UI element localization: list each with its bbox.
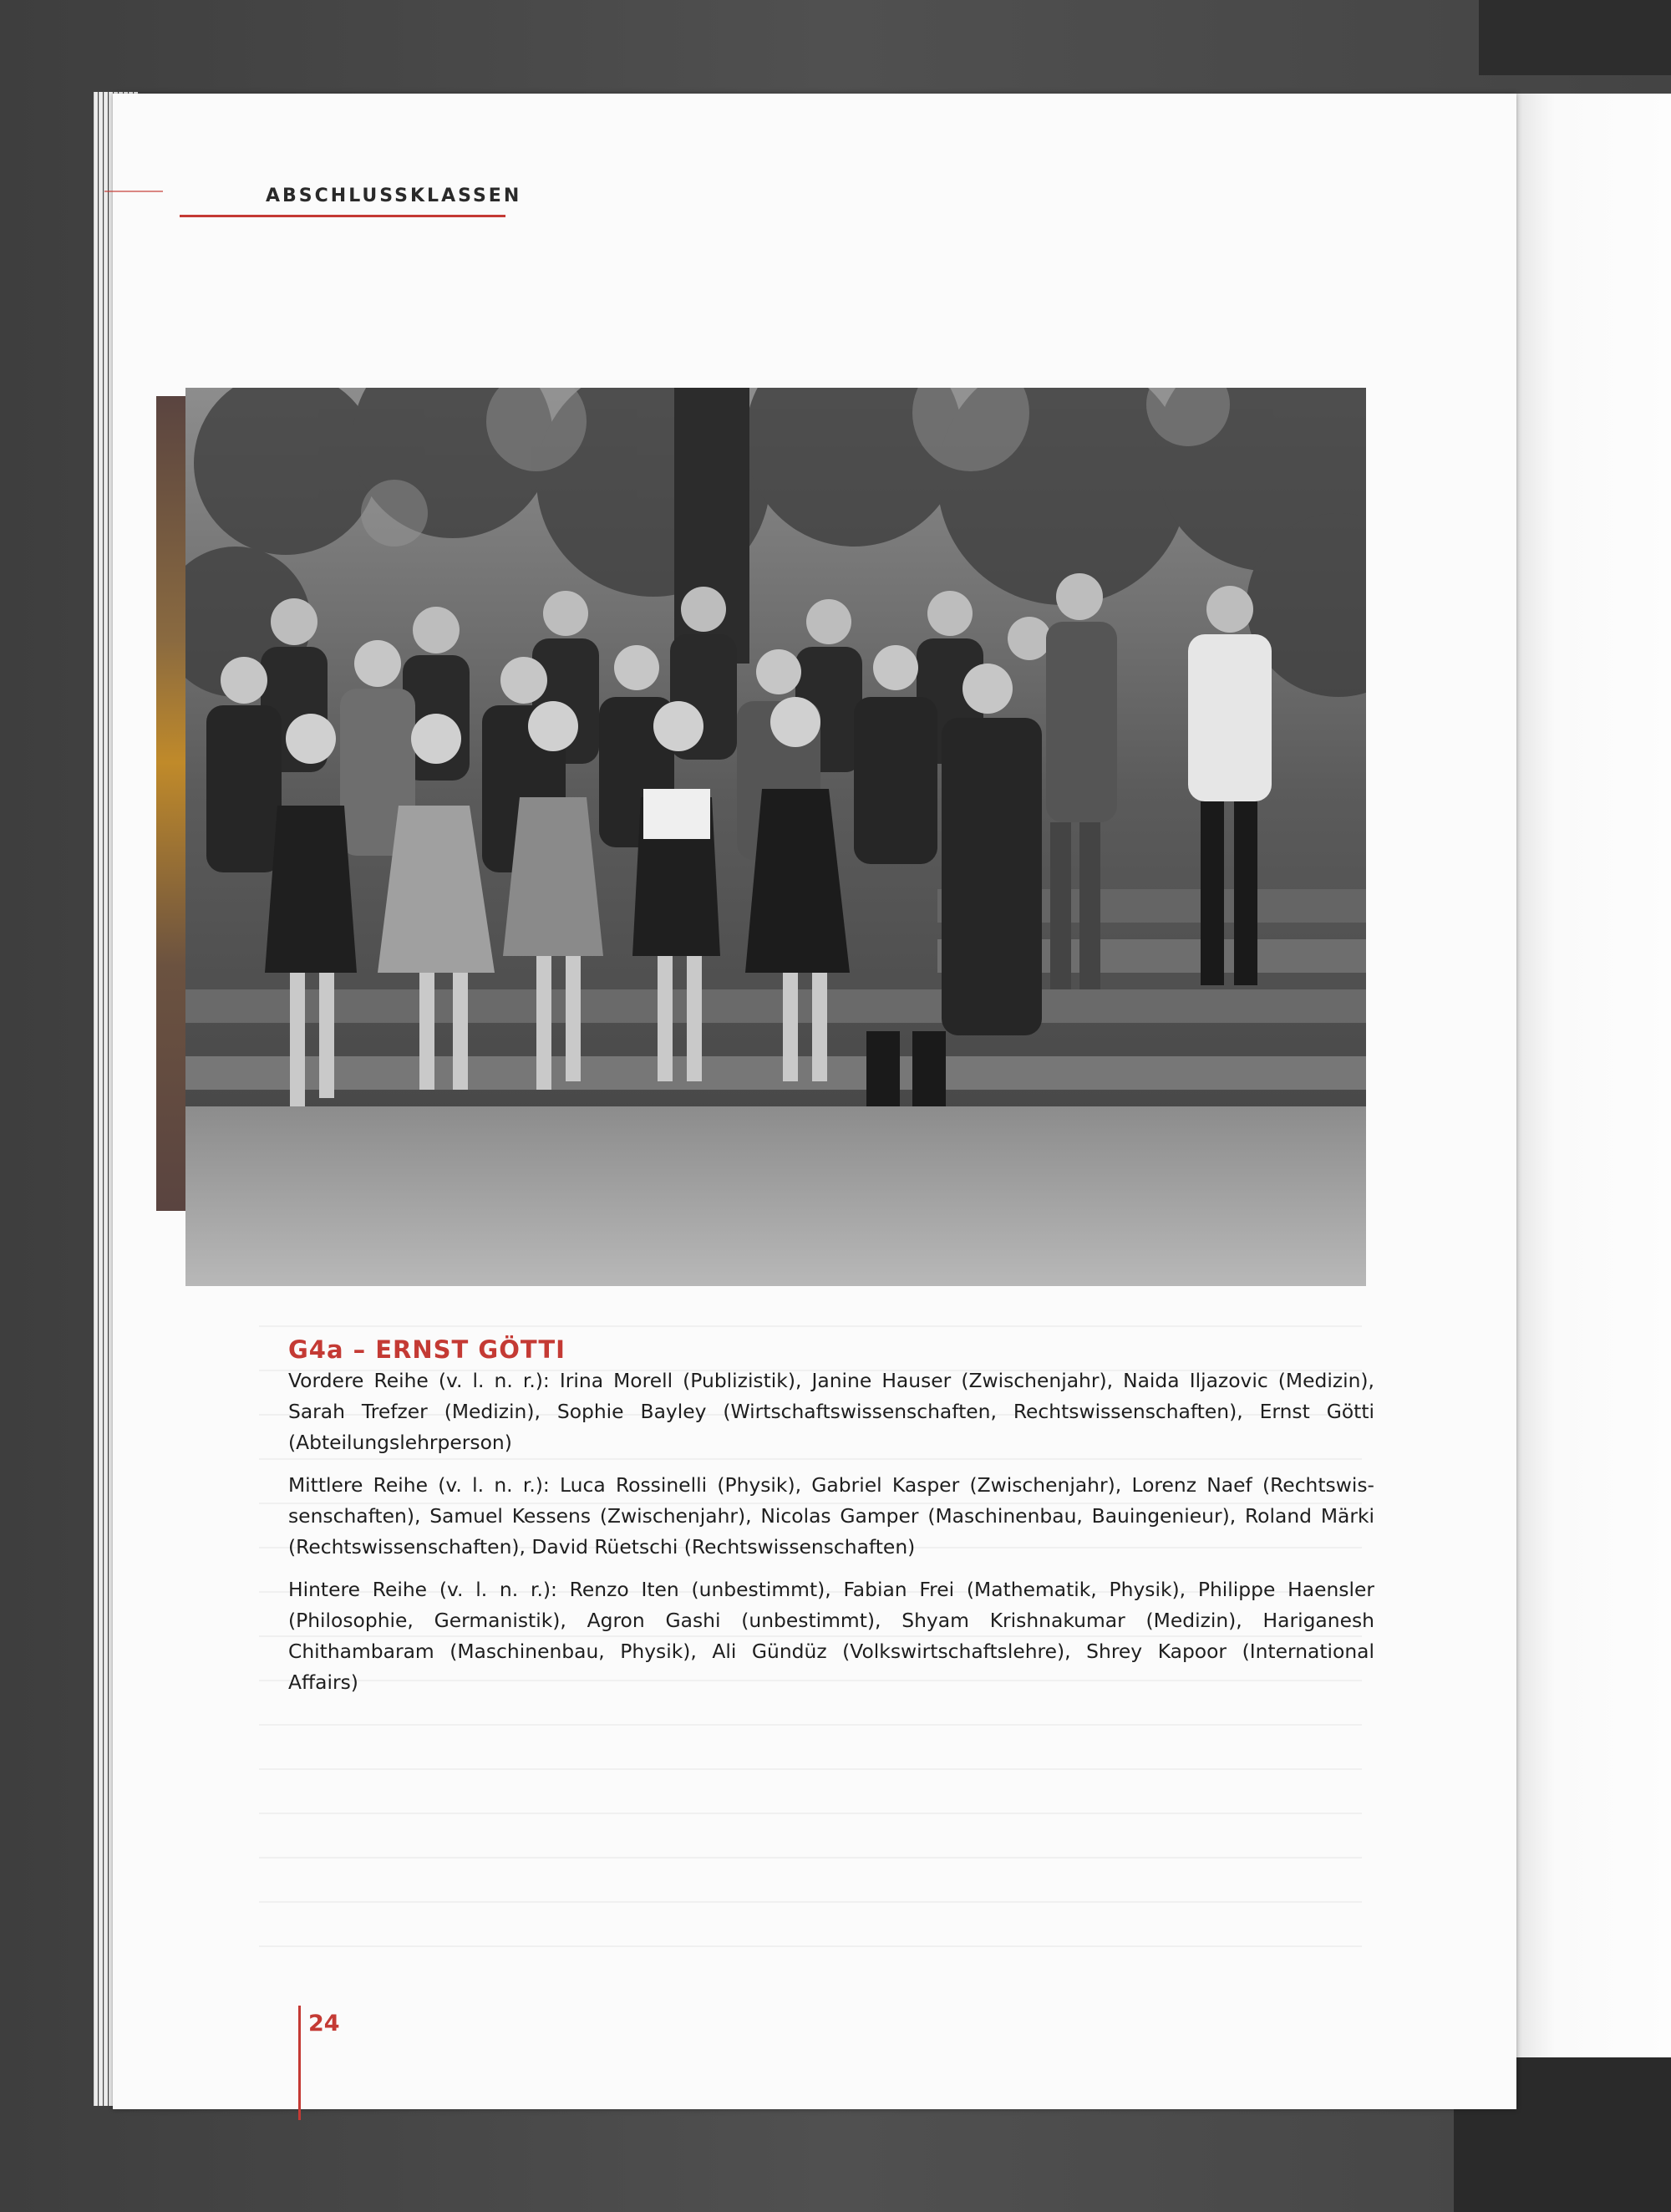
class-title: G4a – ERNST GÖTTI	[288, 1335, 566, 1364]
header-rule	[180, 215, 505, 217]
section-title: ABSCHLUSSKLASSEN	[266, 186, 522, 206]
page-number-rule	[298, 2006, 301, 2120]
photo-side-strip	[156, 396, 188, 1211]
caption-back-row: Hintere Reihe (v. l. n. r.): Renzo Iten (unbestimmt), Fabian Frei (Mathematik, Physik), Philippe Haensler (Philosophie, Germanistik), Agron Gashi (unbestimmt), Shyam Krishnakumar (Medizin), Hariganesh Chithambaram (Maschinenbau, Physik), Ali Gündüz (Volkswirtschaftslehre), Shrey Kapoor (International Affairs)	[288, 1578, 1374, 1694]
photo-caption	[288, 1335, 1374, 1710]
page-number: 24	[308, 2011, 340, 2037]
class-photo	[156, 388, 1366, 1286]
scanner-corner	[1479, 0, 1671, 75]
caption-middle-row: Mittlere Reihe (v. l. n. r.): Luca Rossinelli (Physik), Gabriel Kasper (Zwischenjahr), Lorenz Naef (Rechtswis-senschaften), Samuel Kessens (Zwischenjahr), Nicolas Gamper (Maschinenbau, Bauingenieur), Roland Märki (Rechtswissenschaften), David Rüetschi (Rechtswissenschaften)	[288, 1473, 1374, 1559]
facing-page-edge	[1516, 94, 1671, 2057]
caption-front-row: Vordere Reihe (v. l. n. r.): Irina Morell (Publizistik), Janine Hauser (Zwischenjahr), Naida Iljazovic (Medizin), Sarah Trefzer (Medizin), Sophie Bayley (Wirtschaftswissenschaften, Rechtswissenschaften), Ernst Götti (Abteilungslehrperson)	[288, 1369, 1374, 1454]
header-rule-left	[104, 191, 163, 192]
class-photo-image	[185, 388, 1366, 1286]
